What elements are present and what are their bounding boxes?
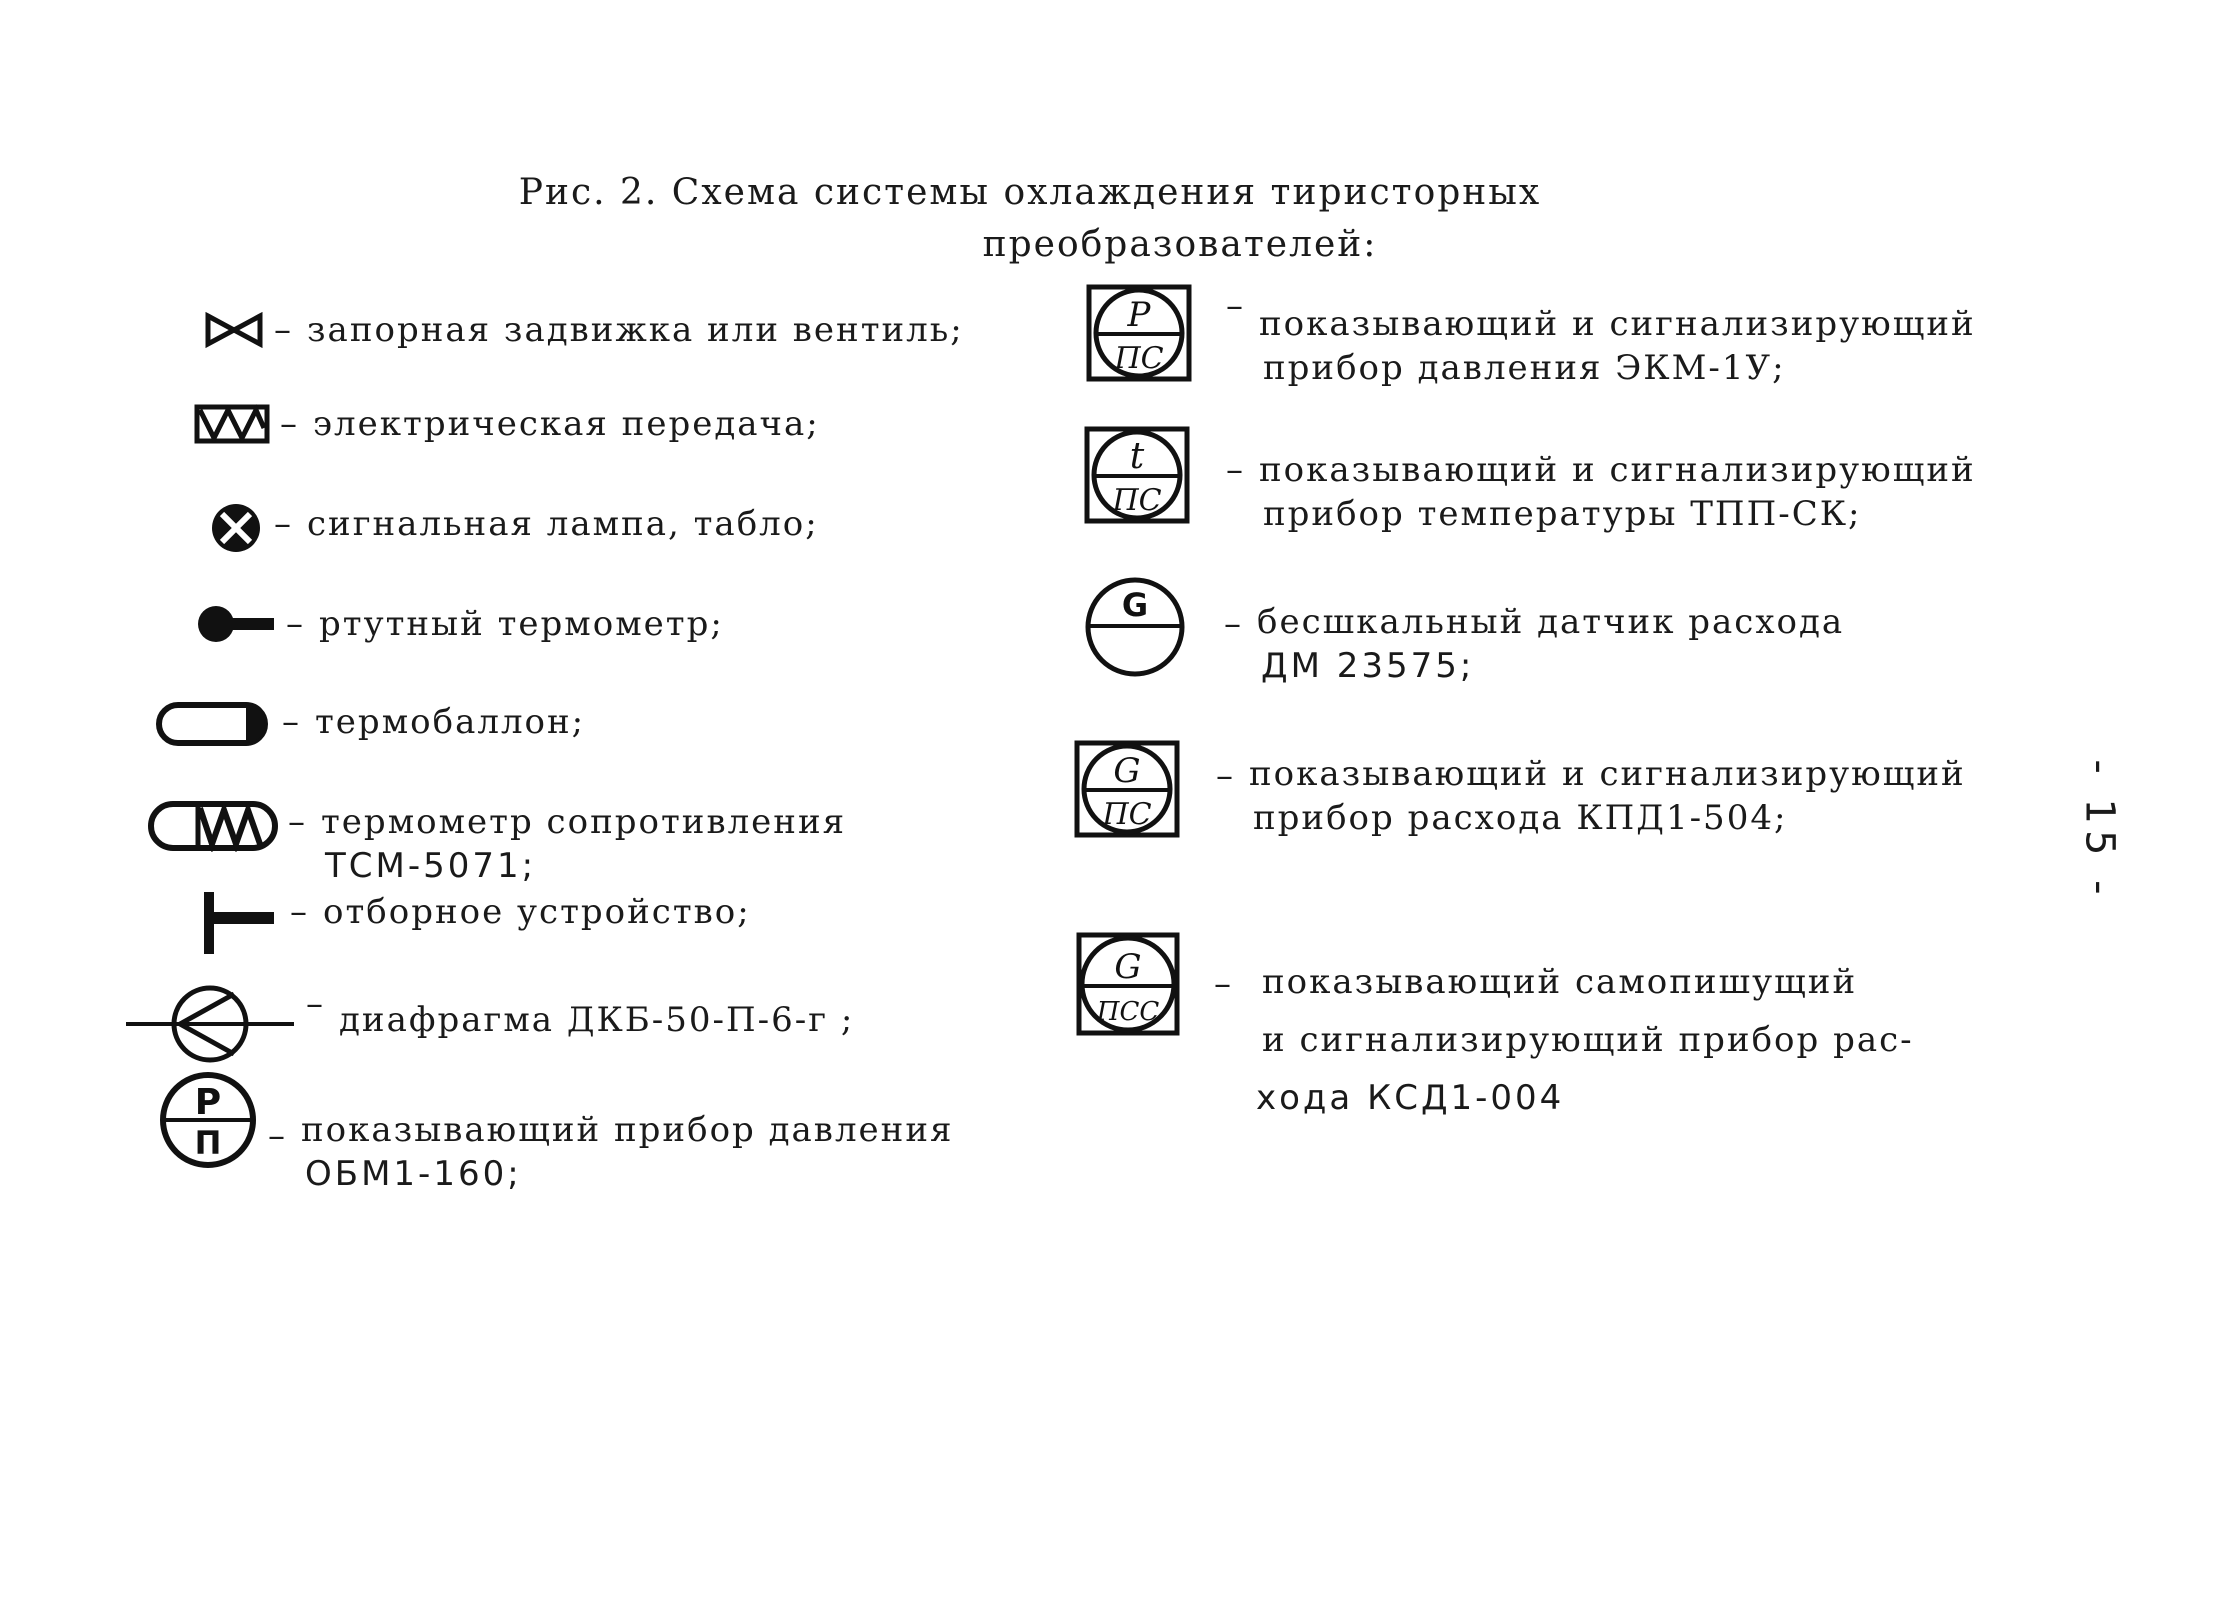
legend-text: показывающий и сигнализирующий [1259,450,1976,490]
legend-text: показывающий и сигнализирующий [1249,754,1966,794]
legend-text: отборное устройство; [323,892,751,932]
legend-item-flow-recorder [1076,932,1247,1036]
legend-text: запорная задвижка или вентиль; [307,310,964,350]
legend-text: показывающий прибор давления [301,1110,954,1150]
svg-text:П: П [194,1124,222,1162]
signal-lamp-icon [208,502,264,554]
legend-item-pressure-gauge [158,1070,953,1196]
sampling-device-icon [200,890,280,956]
legend-text: ртутный термометр; [319,604,724,644]
figure-caption-line2: преобразователей: [982,224,1378,265]
mercury-thermometer-icon [196,602,276,646]
flow-signal-gauge-icon [1074,740,1180,838]
legend-item-electric-transmission [194,402,820,446]
legend-text: бесшкальный датчик расхода [1257,602,1845,642]
legend-dash: – [274,310,291,350]
legend-text: показывающий самопишущий [1262,962,1858,1002]
legend-dash: – [280,404,297,444]
legend-dash: – [1216,756,1233,796]
svg-text:Р: Р [194,1082,222,1123]
legend-dash: – [282,702,299,742]
legend-dash: – [288,802,305,842]
legend-dash: – [306,984,323,1024]
svg-text:G: G [1121,586,1149,624]
svg-text:ПС: ПС [1112,483,1162,518]
thermal-bulb-icon [156,700,272,748]
gate-valve-icon [204,308,264,352]
legend-item-flow-signal-gauge [1074,740,1966,840]
legend-item-flow-sensor [1084,576,1844,688]
svg-text:ПС: ПС [1114,341,1164,376]
legend-dash: – [274,504,291,544]
pressure-signal-gauge-icon [1086,284,1192,382]
flow-sensor-icon [1084,576,1186,678]
legend-item-mercury-thermometer [196,602,724,646]
legend-item-sampling-device [200,890,751,956]
legend-dash: – [1226,450,1243,490]
legend-text: показывающий и сигнализирующий [1259,304,1976,344]
legend-item-gate-valve [204,308,964,352]
legend-dash: – [1214,964,1231,1004]
legend-text: диафрагма ДКБ-50-П-6-г ; [339,1000,855,1040]
legend-text-line2: ДМ 23575; [1261,646,1475,686]
flow-recorder-icon [1076,932,1180,1036]
legend-text-line2: ОБМ1-160; [305,1154,522,1194]
legend-text-line2: и сигнализирующий прибор рас- [1262,1020,1914,1060]
diaphragm-icon [124,982,296,1066]
svg-text:t: t [1129,436,1145,477]
legend-item-thermal-bulb [156,700,585,748]
legend-dash: – [286,604,303,644]
legend-text-line2: прибор давления ЭКМ-1У; [1263,348,1786,388]
legend-item-signal-lamp [208,502,819,554]
svg-text:ПСС: ПСС [1096,997,1160,1027]
figure-caption-line1: Рис. 2. Схема системы охлаждения тиристорных [518,172,1542,213]
temperature-signal-gauge-icon [1084,426,1190,524]
pressure-gauge-icon [158,1070,258,1170]
legend-text-line2: прибор расхода КПД1-504; [1253,798,1788,838]
legend-text-line2: прибор температуры ТПП-СК; [1263,494,1862,534]
resistance-thermometer-icon [148,800,278,852]
legend-dash: – [1224,604,1241,644]
svg-text:ПС: ПС [1102,797,1152,832]
legend-text: электрическая передача; [313,404,820,444]
legend-text-line3: хода КСД1-004 [1256,1078,1565,1118]
electric-transmission-icon [194,402,270,446]
legend-item-pressure-signal-gauge [1086,284,1976,390]
legend-item-temperature-signal-gauge [1084,426,1976,536]
legend-item-diaphragm [124,982,854,1066]
legend-text-line2: ТСМ-5071; [325,846,537,886]
legend-dash: – [290,892,307,932]
page-number: - 15 - [2077,759,2124,901]
legend-text: термометр сопротивления [321,802,847,842]
legend-item-resistance-thermometer [148,800,846,888]
legend-dash: – [268,1116,285,1156]
legend-text: термобаллон; [315,702,586,742]
legend-dash: – [1226,286,1243,326]
svg-text:G: G [1113,751,1141,791]
svg-text:P: P [1127,295,1151,335]
svg-text:G: G [1114,947,1142,987]
legend-text: сигнальная лампа, табло; [307,504,819,544]
